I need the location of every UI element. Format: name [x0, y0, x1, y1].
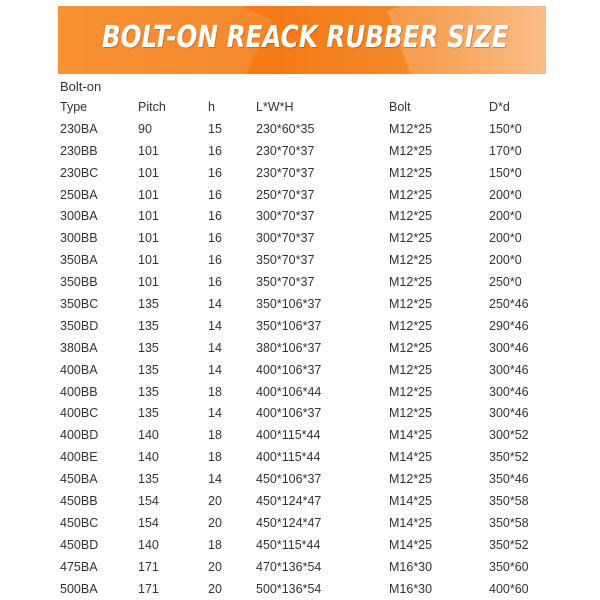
- cell-dd: 200*0: [489, 231, 522, 246]
- header-pitch: Pitch: [138, 99, 166, 114]
- cell-type: 350BB: [60, 275, 98, 290]
- cell-bolt: M12*25: [389, 121, 433, 136]
- table-row: [60, 359, 549, 381]
- cell-pitch: 101: [138, 143, 159, 158]
- cell-h: 14: [208, 340, 222, 355]
- cell-pitch: 90: [138, 121, 152, 136]
- cell-type: 400BE: [60, 450, 98, 465]
- cell-bolt: M12*25: [389, 143, 433, 158]
- cell-type: 500BA: [60, 581, 98, 596]
- cell-dd: 290*46: [489, 318, 529, 333]
- cell-dd: 150*0: [489, 121, 522, 136]
- cell-dd: 170*0: [489, 143, 522, 158]
- table-row: [60, 293, 549, 315]
- banner-title: BOLT-ON REACK RUBBER SIZE: [101, 20, 509, 55]
- cell-dd: 200*0: [489, 187, 522, 202]
- table-row: [60, 227, 549, 249]
- header-lwh: L*W*H: [256, 99, 294, 114]
- cell-lwh: 230*70*37: [256, 143, 315, 158]
- cell-dd: 300*46: [489, 362, 529, 377]
- cell-pitch: 101: [138, 275, 159, 290]
- cell-bolt: M16*30: [389, 581, 433, 596]
- cell-h: 20: [208, 581, 222, 596]
- cell-lwh: 300*70*37: [256, 231, 315, 246]
- cell-type: 400BC: [60, 406, 99, 421]
- cell-lwh: 250*70*37: [256, 187, 315, 202]
- cell-type: 230BB: [60, 143, 98, 158]
- cell-type: 230BA: [60, 121, 98, 136]
- cell-h: 18: [208, 428, 222, 443]
- cell-type: 450BD: [60, 537, 99, 552]
- cell-h: 20: [208, 559, 222, 574]
- cell-bolt: M12*25: [389, 275, 433, 290]
- cell-bolt: M12*25: [389, 165, 433, 180]
- table-row: [60, 534, 549, 556]
- table-row: [60, 271, 549, 293]
- cell-h: 16: [208, 187, 222, 202]
- table-row: [60, 556, 549, 578]
- cell-bolt: M12*25: [389, 318, 433, 333]
- cell-lwh: 300*70*37: [256, 209, 315, 224]
- cell-lwh: 350*70*37: [256, 253, 315, 268]
- cell-type: 450BB: [60, 493, 98, 508]
- cell-pitch: 140: [138, 537, 159, 552]
- cell-lwh: 350*106*37: [256, 296, 322, 311]
- cell-h: 20: [208, 515, 222, 530]
- cell-lwh: 400*106*37: [256, 362, 322, 377]
- cell-h: 14: [208, 296, 222, 311]
- cell-bolt: M12*25: [389, 296, 433, 311]
- cell-pitch: 135: [138, 340, 159, 355]
- cell-lwh: 380*106*37: [256, 340, 322, 355]
- cell-lwh: 400*115*44: [256, 428, 321, 443]
- cell-dd: 400*60: [489, 581, 529, 596]
- cell-pitch: 101: [138, 165, 159, 180]
- cell-h: 18: [208, 537, 222, 552]
- cell-bolt: M14*25: [389, 515, 433, 530]
- cell-type: 380BA: [60, 340, 98, 355]
- table-row: [60, 490, 549, 512]
- cell-lwh: 230*70*37: [256, 165, 315, 180]
- cell-pitch: 135: [138, 318, 159, 333]
- cell-type: 400BB: [60, 384, 98, 399]
- cell-h: 16: [208, 231, 222, 246]
- cell-type: 300BA: [60, 209, 98, 224]
- cell-bolt: M14*25: [389, 450, 433, 465]
- cell-type: 450BA: [60, 472, 98, 487]
- cell-lwh: 350*106*37: [256, 318, 322, 333]
- cell-dd: 350*52: [489, 537, 529, 552]
- cell-dd: 300*46: [489, 384, 529, 399]
- cell-bolt: M14*25: [389, 537, 433, 552]
- cell-pitch: 101: [138, 209, 159, 224]
- cell-bolt: M12*25: [389, 384, 433, 399]
- cell-dd: 200*0: [489, 209, 522, 224]
- cell-type: 400BA: [60, 362, 98, 377]
- table-row: [60, 424, 549, 446]
- table-row: [60, 578, 549, 600]
- cell-bolt: M12*25: [389, 209, 433, 224]
- cell-h: 16: [208, 253, 222, 268]
- table-row: [60, 118, 549, 140]
- cell-dd: 350*60: [489, 559, 529, 574]
- cell-h: 16: [208, 143, 222, 158]
- cell-dd: 250*0: [489, 275, 522, 290]
- table-row: [60, 205, 549, 227]
- cell-dd: 150*0: [489, 165, 522, 180]
- cell-h: 18: [208, 384, 222, 399]
- cell-h: 16: [208, 209, 222, 224]
- cell-dd: 300*46: [489, 340, 529, 355]
- table-row: [60, 315, 549, 337]
- cell-h: 18: [208, 450, 222, 465]
- table-row: [60, 468, 549, 490]
- table-row: [60, 446, 549, 468]
- header-type: Type: [60, 99, 88, 114]
- title-banner: [58, 6, 546, 74]
- cell-dd: 350*58: [489, 515, 529, 530]
- table-row: [60, 337, 549, 359]
- cell-bolt: M12*25: [389, 253, 433, 268]
- cell-type: 350BD: [60, 318, 99, 333]
- cell-pitch: 101: [138, 253, 159, 268]
- cell-lwh: 230*60*35: [256, 121, 315, 136]
- cell-h: 14: [208, 362, 222, 377]
- cell-bolt: M12*25: [389, 231, 433, 246]
- cell-lwh: 400*106*37: [256, 406, 322, 421]
- cell-pitch: 154: [138, 515, 159, 530]
- table-body: [60, 118, 549, 600]
- cell-pitch: 140: [138, 428, 159, 443]
- table-row: [60, 184, 549, 206]
- cell-pitch: 171: [138, 559, 159, 574]
- cell-bolt: M12*25: [389, 472, 433, 487]
- cell-dd: 200*0: [489, 253, 522, 268]
- cell-pitch: 135: [138, 406, 159, 421]
- table-row: [60, 512, 549, 534]
- cell-dd: 350*52: [489, 450, 529, 465]
- table-row: [60, 381, 549, 403]
- cell-lwh: 400*115*44: [256, 450, 321, 465]
- header-dd: D*d: [489, 99, 510, 114]
- cell-pitch: 135: [138, 362, 159, 377]
- cell-dd: 300*52: [489, 428, 529, 443]
- cell-bolt: M12*25: [389, 340, 433, 355]
- cell-lwh: 450*124*47: [256, 493, 322, 508]
- cell-bolt: M16*30: [389, 559, 433, 574]
- cell-lwh: 470*136*54: [256, 559, 322, 574]
- cell-type: 230BC: [60, 165, 99, 180]
- rubber-size-table: [60, 96, 549, 599]
- cell-lwh: 500*136*54: [256, 581, 322, 596]
- cell-lwh: 450*106*37: [256, 472, 322, 487]
- header-bolt: Bolt: [389, 99, 411, 114]
- cell-pitch: 171: [138, 581, 159, 596]
- cell-type: 300BB: [60, 231, 98, 246]
- table-row: [60, 402, 549, 424]
- cell-pitch: 101: [138, 187, 159, 202]
- cell-h: 14: [208, 318, 222, 333]
- cell-dd: 250*46: [489, 296, 529, 311]
- cell-type: 250BA: [60, 187, 98, 202]
- cell-type: 350BC: [60, 296, 99, 311]
- cell-type: 350BA: [60, 253, 98, 268]
- cell-dd: 350*46: [489, 472, 529, 487]
- cell-h: 20: [208, 493, 222, 508]
- table-row: [60, 249, 549, 271]
- header-h: h: [208, 99, 215, 114]
- cell-pitch: 135: [138, 296, 159, 311]
- cell-pitch: 154: [138, 493, 159, 508]
- cell-pitch: 140: [138, 450, 159, 465]
- cell-bolt: M12*25: [389, 187, 433, 202]
- cell-bolt: M12*25: [389, 362, 433, 377]
- cell-pitch: 101: [138, 231, 159, 246]
- cell-h: 16: [208, 275, 222, 290]
- cell-bolt: M14*25: [389, 493, 433, 508]
- cell-pitch: 135: [138, 384, 159, 399]
- cell-bolt: M12*25: [389, 406, 433, 421]
- table-header-row: [60, 96, 549, 118]
- cell-h: 16: [208, 165, 222, 180]
- cell-h: 14: [208, 406, 222, 421]
- cell-pitch: 135: [138, 472, 159, 487]
- cell-lwh: 450*115*44: [256, 537, 321, 552]
- table-row: [60, 162, 549, 184]
- table-subtitle: Bolt-on: [60, 79, 102, 94]
- cell-lwh: 400*106*44: [256, 384, 322, 399]
- cell-type: 475BA: [60, 559, 98, 574]
- cell-h: 14: [208, 472, 222, 487]
- cell-bolt: M14*25: [389, 428, 433, 443]
- cell-dd: 350*58: [489, 493, 529, 508]
- table-row: [60, 140, 549, 162]
- cell-lwh: 350*70*37: [256, 275, 315, 290]
- cell-lwh: 450*124*47: [256, 515, 322, 530]
- cell-type: 400BD: [60, 428, 99, 443]
- cell-h: 15: [208, 121, 222, 136]
- cell-type: 450BC: [60, 515, 99, 530]
- cell-dd: 300*46: [489, 406, 529, 421]
